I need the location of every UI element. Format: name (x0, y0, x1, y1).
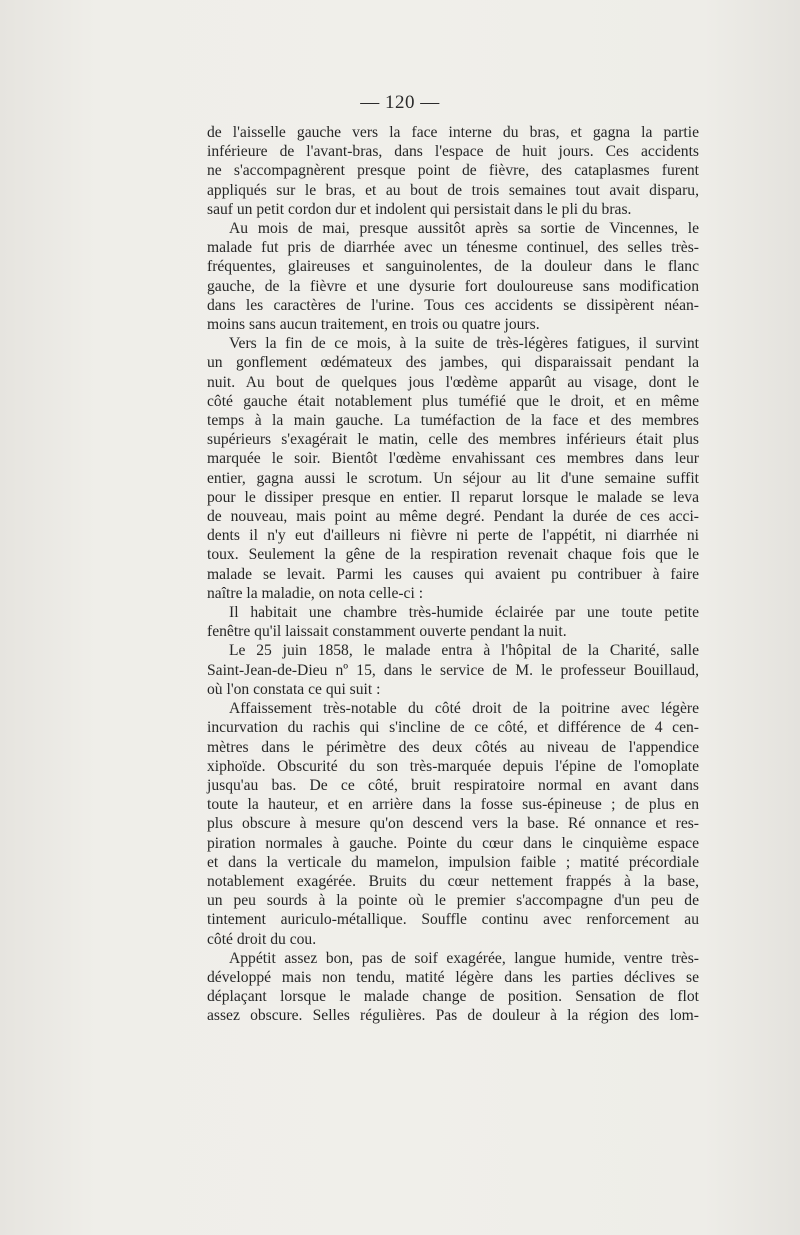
text-line: supérieurs s'exagérait le matin, celle des membres inférieurs était plus (207, 431, 699, 449)
text-line: nuit. Au bout de quelques jous l'œdème apparût au visage, dont le (207, 373, 699, 391)
text-line: temps à la main gauche. La tuméfaction de la face et des membres (207, 412, 699, 430)
text-line: notablement exagérée. Bruits du cœur nettement frappés à la base, (207, 872, 699, 890)
text-line: de nouveau, mais point au même degré. Pendant la durée de ces acci- (207, 508, 699, 526)
text-line: fréquentes, glaireuses et sanguinolentes, de la douleur dans le flanc (207, 258, 699, 276)
text-line: assez obscure. Selles régulières. Pas de douleur à la région des lom- (207, 1007, 699, 1025)
text-line: un peu sourds à la pointe où le premier s'accompagne d'un peu de (207, 892, 699, 910)
text-line: un gonflement œdémateux des jambes, qui disparaissait pendant la (207, 354, 699, 372)
text-line: dents il n'y eut d'ailleurs ni fièvre ni perte de l'appétit, ni diarrhée ni (207, 527, 699, 545)
text-line: de l'aisselle gauche vers la face interne du bras, et gagna la partie (207, 124, 699, 141)
text-line: entier, gagna aussi le scrotum. Un séjour au lit d'une semaine suffit (207, 469, 699, 487)
text-line: moins sans aucun traitement, en trois ou quatre jours. (207, 316, 540, 334)
text-line: tintement auriculo-métallique. Souffle continu avec renforcement au (207, 911, 699, 929)
text-line: malade se levait. Parmi les causes qui avaient pu contribuer à faire (207, 565, 699, 583)
text-line: toux. Seulement la gêne de la respiration revenait chaque fois que le (207, 546, 699, 564)
text-line: marquée le soir. Bientôt l'œdème envahissant ces membres dans leur (207, 450, 699, 468)
text-line: toute la hauteur, et en arrière dans la fosse sus-épineuse ; de plus en (207, 796, 699, 814)
text-line: xiphoïde. Obscurité du son très-marquée depuis l'épine de l'omoplate (207, 757, 699, 775)
text-line: Appétit assez bon, pas de soif exagérée, langue humide, ventre très- (229, 949, 699, 967)
text-line: Au mois de mai, presque aussitôt après sa sortie de Vincennes, le (229, 220, 699, 238)
text-line: appliqués sur le bras, et au bout de trois semaines tout avait disparu, (207, 181, 699, 199)
text-line: dans les caractères de l'urine. Tous ces accidents se dissipèrent néan- (207, 296, 699, 314)
page-number-header: — 120 — (360, 92, 440, 113)
text-line: Affaissement très-notable du côté droit de la poitrine avec légère (229, 700, 699, 718)
text-line: incurvation du rachis qui s'incline de ce côté, et différence de 4 cen- (207, 719, 699, 737)
text-line: développé mais non tendu, matité légère dans les parties déclives se (207, 968, 699, 986)
text-line: côté gauche était notablement plus tuméfié que le droit, et en même (207, 392, 699, 410)
text-line: piration normales à gauche. Pointe du cœur dans le cinquième espace (207, 834, 699, 852)
text-line: ne s'accompagnèrent presque point de fièvre, des cataplasmes furent (207, 162, 699, 180)
text-line: pour le dissiper presque en entier. Il reparut lorsque le malade se leva (207, 488, 699, 506)
text-line: gauche, de la fièvre et une dysurie fort douloureuse sans modification (207, 277, 699, 295)
text-line: déplaçant lorsque le malade change de position. Sensation de flot (207, 988, 699, 1006)
text-line: Vers la fin de ce mois, à la suite de très-légères fatigues, il survint (229, 335, 699, 353)
text-line: et dans la verticale du mamelon, impulsion faible ; matité précordiale (207, 853, 699, 871)
text-line: malade fut pris de diarrhée avec un ténesme continuel, des selles très- (207, 239, 699, 257)
text-line: fenêtre qu'il laissait constamment ouverte pendant la nuit. (207, 623, 567, 641)
text-line: côté droit du cou. (207, 930, 317, 948)
text-line: inférieure de l'avant-bras, dans l'espace de huit jours. Ces accidents (207, 143, 699, 161)
text-line: Le 25 juin 1858, le malade entra à l'hôpital de la Charité, salle (229, 642, 699, 660)
text-line: sauf un petit cordon dur et indolent qui persistait dans le pli du bras. (207, 200, 632, 218)
text-line: où l'on constata ce qui suit : (207, 680, 381, 698)
text-line: naître la maladie, on nota celle-ci : (207, 584, 424, 602)
body-text (207, 123, 699, 1026)
text-line: jusqu'au bas. De ce côté, bruit respiratoire normal en avant dans (207, 776, 699, 794)
text-line: Il habitait une chambre très-humide éclairée par une toute petite (229, 604, 699, 622)
text-line: Saint-Jean-de-Dieu nº 15, dans le service de M. le professeur Bouillaud, (207, 661, 699, 679)
text-line: plus obscure à mesure qu'on descend vers la base. Ré onnance et res- (207, 815, 699, 833)
text-line: mètres dans le périmètre des deux côtés au niveau de l'appendice (207, 738, 699, 756)
